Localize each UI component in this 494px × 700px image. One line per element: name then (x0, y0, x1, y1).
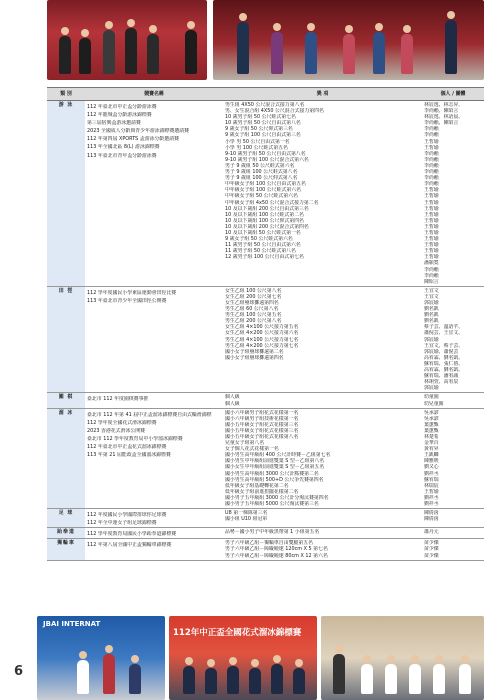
table-row (47, 286, 484, 393)
award-cell (223, 393, 422, 408)
competition-name: 臺北市 112 學年度教育局中小學溜冰錦標賽 (87, 435, 183, 442)
award-line: 男生乙組 200 公尺第八名 (225, 318, 282, 325)
table-row (47, 101, 484, 287)
winner-name: 王皙瑜 (424, 223, 439, 230)
winner-name: 郭宸瑜 (424, 300, 439, 306)
competition-name: 113 年第 21 屆能政盃全國溜冰錦標賽 (87, 452, 171, 459)
award-line: 國小女子組壘球擲遠第四名 (225, 354, 284, 361)
award-line: 中年級女子組 100 公尺蛙式第六名 (225, 187, 302, 194)
awards-table (47, 87, 484, 561)
winner-name: 吳承諺 (424, 409, 439, 416)
winner-name: 王皙瑜 (424, 217, 439, 224)
winner-name: 苗少傑 (424, 552, 439, 559)
award-line: 女生乙組壘球擲遠第四名 (225, 300, 279, 306)
competition-name: 112 學年度全國花式滑冰錦標賽 (87, 419, 157, 426)
winner-name: 蘇宥瑞、潘宥誠 (424, 373, 459, 380)
award-line: 國小男生高年級組 400 公尺計時賽－乙組第七名 (225, 452, 331, 459)
table-row (47, 408, 484, 509)
award-line: 11 歲男子組 50 公尺自由式第六名 (225, 242, 301, 249)
competition-cell (85, 393, 223, 408)
competition-cell (85, 509, 223, 528)
winner-name: 林宸逸、林志昇、 (424, 102, 464, 108)
award-line: 男子六年級乙組－獨輪車自由雙腿第五名 (225, 540, 314, 547)
top-photo-award-ceremony-left (47, 0, 207, 80)
bottom-photo-left (37, 616, 165, 700)
winner-name: 李尚賴 (424, 162, 439, 169)
award-line: 國小男子五年級組 3000 公尺計分淘汰賽第四名 (225, 494, 329, 501)
award-cell (223, 539, 422, 560)
award-line: 男子 9 歲組 50 公尺蛙式第六名 (225, 162, 295, 169)
winner-name: 王皙瑜 (424, 187, 439, 194)
competition-name: 113 年全國北區 8(L) 游泳錦標賽 (87, 144, 160, 151)
category-cell: 跆拳道 (47, 528, 85, 539)
category-cell: 溜 冰 (47, 408, 85, 509)
category-cell: 獨輪車 (47, 539, 85, 560)
award-line: 男子 9 歲組 100 公尺仰式第八名 (225, 175, 298, 182)
award-line: 10 及以下歲組 50 公尺蛙式第一名 (225, 229, 301, 236)
winner-name: 王皙瑜 (424, 229, 439, 236)
winner-name: 劉名凱 (424, 306, 439, 313)
award-line: 女生乙組 4×100 公尺接力第五名 (225, 324, 299, 331)
award-line: 低年級女子組基礎轉花第二名 (225, 482, 289, 489)
award-line: 9 歲女子組 50 公尺蛙式第六名 (225, 236, 293, 243)
winner-name: 王凱麟 (424, 452, 439, 459)
top-photo-award-ceremony-right (213, 0, 484, 80)
winner-name: 劉又心 (424, 464, 439, 471)
header-winner: 個人 / 團體 (422, 88, 484, 101)
award-cell (223, 528, 422, 539)
competition-name: 112 學年度教育局國民小學跆拳道錦標賽 (87, 531, 177, 538)
award-line: 中年級女子組 50 公尺蛙式第六名 (225, 193, 298, 200)
award-line: 國小男生高年級組 500+D 公尺爭先賽第四名 (225, 476, 324, 483)
winner-name: 李尚賴 (424, 156, 439, 163)
award-cell (223, 408, 422, 509)
award-line: 10 及以下歲組 100 公尺蛙式第二名 (225, 211, 304, 218)
winner-cell (422, 509, 484, 528)
winner-name: 李尚賴 (424, 266, 439, 273)
winner-name: 劉名凱 (424, 318, 439, 325)
award-line: 男生乙組 4×200 公尺接力第七名 (225, 342, 299, 349)
award-line: 品勢－國小男子中年級黑帶第 1 小組第五名 (225, 529, 320, 536)
award-line: 小學 男 50 公尺自由式第一名 (225, 138, 290, 145)
award-line: 10 及以下歲組 200 公尺混合式第四名 (225, 223, 309, 230)
award-line: 兒童女子組第八名 (225, 440, 265, 447)
winner-name: 王宜文、蔡子芸、 (424, 342, 464, 349)
award-line: 女生乙組 4×200 公尺接力第六名 (225, 330, 299, 337)
award-line: 女子個人花式花樣第一名 (225, 446, 279, 453)
award-line: 中年級女子組 100 公尺自由式第五名 (225, 181, 306, 188)
winner-name: 李尚賴 (424, 132, 439, 139)
competition-cell (85, 408, 223, 509)
winner-name: 陳雅媛 (424, 458, 439, 465)
award-line: 12 歲男子組 100 公尺自由式第七名 (225, 254, 304, 261)
winner-name: 王皙瑜 (424, 138, 439, 145)
competition-cell (85, 101, 223, 287)
award-line: 國小五年級女子組花式花樣第三名 (225, 421, 299, 428)
bottom-middle-banner-text: 112年中正盃全國花式溜冰錦標賽 (173, 628, 302, 638)
winner-cell (422, 528, 484, 539)
winner-name: 李尚賴 (424, 150, 439, 157)
competition-name: 112 年全中運女子組足球錦標賽 (87, 520, 157, 527)
competition-name: 第三屆宿興盃游泳邀請賽 (87, 120, 141, 127)
award-line: 男子六年級乙組－障礙競速 80cm X 12 第六名 (225, 552, 328, 559)
competition-cell (85, 528, 223, 539)
award-line: 國小女子組壘球擲遠第二名 (225, 348, 284, 355)
competition-name: 112 年第八屆全國中正盃獨輪車錦標賽 (87, 542, 172, 549)
table-row (47, 509, 484, 528)
winner-name: 陳倩茵 (424, 510, 439, 517)
award-line: 低年級女子組前進扭擺花樣第二名 (225, 488, 299, 495)
award-line: 男子 9 歲組 100 公尺蛙式第八名 (225, 169, 298, 176)
winner-name: 李尚賴 (424, 181, 439, 188)
award-line: 10 及以下歲組 200 公尺自由式第三名 (225, 205, 309, 212)
winner-cell (422, 101, 484, 287)
award-line: 個人級 (225, 394, 240, 401)
winner-name: 蕭丹元 (424, 529, 439, 536)
bottom-left-banner-text: JBAI INTERNAT (43, 620, 101, 628)
winner-name: 劉祥丞 (424, 470, 439, 477)
competition-name: 2023 香港花式滑冰公開賽 (87, 427, 146, 434)
winner-name: 林楚希 (424, 433, 439, 440)
competition-name: 112 年第四屆 XPORTS 盃游泳分齡邀請賽 (87, 136, 179, 143)
award-line: 國小男生中年級組前進雙葉 S 型－乙組第八名 (225, 458, 325, 465)
award-line: 國小女生中年級組前進雙葉 S 型－乙組第五名 (225, 464, 325, 471)
header-competition: 競賽名稱 (85, 88, 223, 101)
competition-name: 113 年臺北市青少年全國田徑公開賽 (87, 297, 167, 304)
award-line: 9 歲女子組 50 公尺仰式第三名 (225, 126, 293, 133)
competition-name: 臺北市 112 年第 41 屆中正盃溜冰錦標賽自由式輪滑錦標 (87, 411, 212, 418)
award-line: 10 及以下歲組 100 公尺仰式第四名 (225, 217, 304, 224)
competition-name: 113 年臺北市青年盃分齡游泳賽 (87, 152, 157, 159)
winner-name: 王宜文 (424, 287, 439, 294)
winner-name: 李尚賴 (424, 272, 439, 279)
award-line: 男生乙組 60 公尺第八名 (225, 306, 279, 313)
competition-name: 112 年度國民小學國際排球你足球賽 (87, 512, 167, 519)
winner-name: 劉名凱 (424, 312, 439, 319)
award-line: 9-10 歲男子組 50 公尺自由式第八名 (225, 150, 306, 157)
winner-name: 李尚賴、陳昭言 (424, 108, 459, 115)
award-line: 國小五年級女子組花式花樣第八名 (225, 433, 299, 440)
competition-name: 112 年臺北市中正盃花式溜冰錦標賽 (87, 443, 167, 450)
competition-cell (85, 286, 223, 393)
winner-name: 王皙瑜 (424, 248, 439, 255)
winner-name: 林瑞宸 (424, 482, 439, 489)
award-line: 國小六年級男子組技術花樣第一名 (225, 415, 299, 422)
category-cell: 游 泳 (47, 101, 85, 287)
winner-cell (422, 539, 484, 560)
competition-name: 112 學年度國民小學東區運動會田徑比賽 (87, 289, 177, 296)
winner-name: 陳昭言 (424, 278, 439, 285)
winner-name: 王皙瑜 (424, 199, 439, 206)
winner-name: 高宥霖、劉名凱、 (424, 367, 464, 374)
winner-name: 劉祥丞 (424, 494, 439, 501)
winner-cell (422, 393, 484, 408)
award-line: 小學 男 100 公尺蛙式第五名 (225, 144, 288, 151)
winner-name: 林宸逸、林語晨、 (424, 114, 464, 121)
award-line: 國小男生高年級組 3000 公尺計點賽第二名 (225, 470, 319, 477)
award-line: 男生乙組 100 公尺第五名 (225, 312, 282, 319)
award-line: 10 歲男子組 50 公尺蛙式第七名 (225, 114, 296, 121)
page-number: 6 (14, 664, 24, 679)
winner-name: 蘇宥瑞、張仁禧、 (424, 360, 464, 367)
award-line: 男生乙組 4×100 公尺接力第七名 (225, 336, 299, 343)
winner-name: 葉蕙甄 (424, 421, 439, 428)
award-line: 國小六年級男子組花式花樣第一名 (225, 409, 299, 416)
winner-name: 蔡子芸、溫語芊、 (424, 324, 464, 331)
winner-name: 高宥霖、劉名凱、 (424, 354, 464, 361)
winner-name: 郭宸瑜 (424, 336, 439, 343)
award-line: 中年級女子組 4x50 公尺混合式接力第二名 (225, 199, 319, 206)
winner-cell (422, 408, 484, 509)
award-line: 國小五年級女子組花式花樣第三名 (225, 427, 299, 434)
award-line: 女生乙組 200 公尺第七名 (225, 293, 282, 300)
winner-name: 王皙瑜 (424, 193, 439, 200)
award-line: 男、女生混合組 4X50 公尺混合式接力第四名 (225, 108, 324, 115)
winner-name: 王皙瑜 (424, 236, 439, 243)
winner-name: 郭宸瑜、蕭倪芸 (424, 348, 459, 355)
category-cell: 圍 棋 (47, 393, 85, 408)
competition-name: 112 年臺北市中正盃分齡游泳賽 (87, 104, 157, 110)
winner-name: 黃宥昇 (424, 446, 439, 453)
award-line: 9-10 歲男子組 100 公尺混合式第六名 (225, 156, 309, 163)
winner-name: 王宜文 (424, 293, 439, 300)
winner-name: 李尚賴 (424, 175, 439, 182)
awards-table-body (47, 101, 484, 561)
award-line: 國小男子五年級組 5000 公尺淘汰賽第三名 (225, 501, 319, 507)
competition-name: 臺北市 112 年度圍棋賽事推 (87, 396, 149, 403)
winner-name: 劉祥丞 (424, 501, 439, 507)
award-cell (223, 509, 422, 528)
winner-name: 李尚賴 (424, 126, 439, 133)
header-category: 類 別 (47, 88, 85, 101)
winner-name: 潘顥寬 (424, 260, 439, 267)
award-line: 個人級 (225, 400, 240, 407)
header-award: 獎 項 (223, 88, 422, 101)
winner-name: 王皙瑜 (424, 144, 439, 151)
winner-cell (422, 286, 484, 393)
table-row (47, 539, 484, 560)
winner-name: 幼童圍 (424, 394, 439, 401)
winner-name: 葉蕙甄 (424, 427, 439, 434)
winner-name: 蕭倪芸、王宜文、 (424, 330, 464, 337)
award-line: U8 第一梯隊第三名 (225, 510, 268, 517)
award-line: 男生組 4X50 公尺混合式接力第八名 (225, 102, 305, 108)
winner-name: 王皙瑜 (424, 254, 439, 261)
winner-name: 李尚賴、陳昭言 (424, 120, 459, 127)
winner-name: 王皙瑜 (424, 242, 439, 249)
award-line: 10 歲男子組 50 公尺自由式第八名 (225, 120, 301, 127)
winner-name: 苗少傑 (424, 546, 439, 553)
winner-name: 王皙瑜 (424, 205, 439, 212)
award-line: 9 歲女子組 100 公尺自由式第三名 (225, 132, 301, 139)
category-cell: 田 徑 (47, 286, 85, 393)
winner-name: 蘇宥瑞 (424, 476, 439, 483)
bottom-photo-middle (169, 616, 317, 700)
category-cell: 足 球 (47, 509, 85, 528)
winner-name: 王皙瑜 (424, 211, 439, 218)
winner-name: 金華百 (424, 440, 439, 447)
table-header-row (47, 88, 484, 101)
competition-name: 2023 全國成人分齡與青少年游泳錦標賽邀請賽 (87, 128, 190, 135)
competition-name: 112 年龍城盃分齡游泳錦標賽 (87, 112, 152, 119)
winner-name: 林翊萱、高宥辰 (424, 379, 459, 386)
winner-name: 郭宸瑜 (424, 385, 439, 392)
competition-cell (85, 539, 223, 560)
table-row (47, 393, 484, 408)
award-cell (223, 286, 422, 393)
winner-name: 李尚賴 (424, 169, 439, 176)
award-line: 女生乙組 100 公尺第八名 (225, 287, 282, 294)
award-line: 11 歲男子組 50 公尺蛙式第八名 (225, 248, 296, 255)
winner-name: 苗少傑 (424, 540, 439, 547)
table-row (47, 528, 484, 539)
winner-name: 幼兒童圍 (424, 400, 444, 407)
winner-name: 王皙瑜 (424, 488, 439, 495)
award-cell (223, 101, 422, 287)
bottom-photo-right (321, 616, 484, 700)
award-line: 男子六年級乙組－障礙競速 120cm X 5 第七名 (225, 546, 328, 553)
winner-name: 吳承諺 (424, 415, 439, 422)
award-line: 國小組 U10 組冠軍 (225, 516, 268, 523)
winner-name: 陳倩茵 (424, 516, 439, 523)
